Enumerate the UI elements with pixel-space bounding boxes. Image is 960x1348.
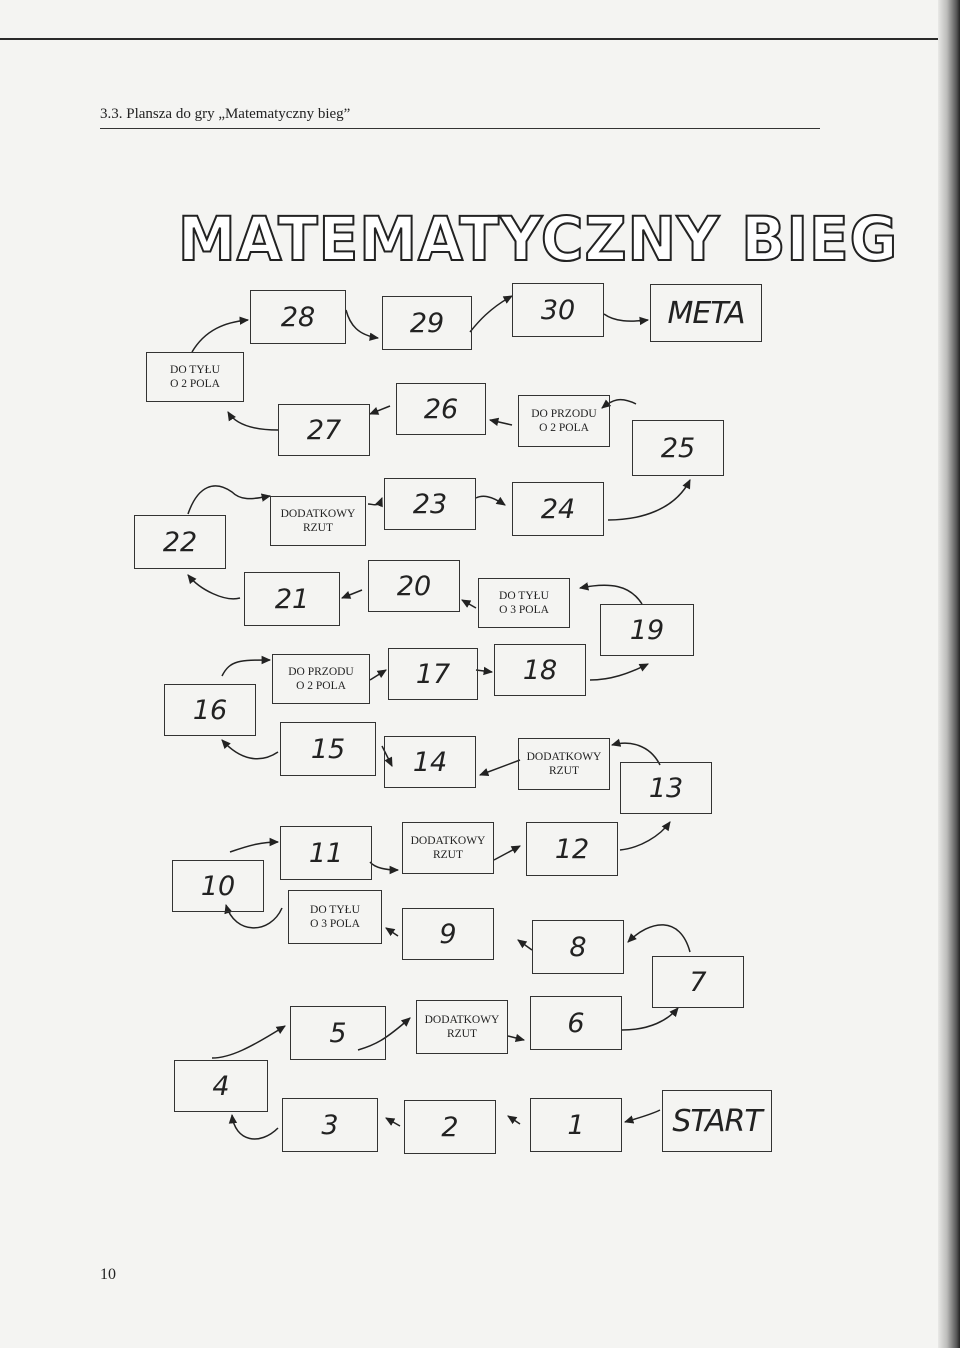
field-19: 19 <box>600 604 694 656</box>
label-line-1: DODATKOWY <box>526 751 602 763</box>
field-6: 6 <box>530 996 622 1050</box>
field-13: 13 <box>620 762 712 814</box>
label-line-1: DO TYŁU <box>310 904 360 916</box>
field-26: 26 <box>396 383 486 435</box>
field-extra-roll-4 <box>416 1000 508 1054</box>
field-9: 9 <box>402 908 494 960</box>
page-number: 10 <box>100 1266 116 1283</box>
label-line-2: O 2 POLA <box>539 422 589 434</box>
field-22: 22 <box>134 515 226 569</box>
field-11: 11 <box>280 826 372 880</box>
field-18: 18 <box>494 644 586 696</box>
field-back-3-bottom <box>288 890 382 944</box>
field-4: 4 <box>174 1060 268 1112</box>
label-line-1: DO TYŁU <box>170 364 220 376</box>
field-15: 15 <box>280 722 376 776</box>
field-forward-2-top <box>518 395 610 447</box>
field-21: 21 <box>244 572 340 626</box>
label-line-2: O 2 POLA <box>170 378 220 390</box>
field-back-2-top <box>146 352 244 402</box>
field-25: 25 <box>632 420 724 476</box>
field-extra-roll-3 <box>402 822 494 874</box>
label-line-1: DO PRZODU <box>288 666 354 678</box>
field-extra-roll-1 <box>270 496 366 546</box>
field-27: 27 <box>278 404 370 456</box>
field-14: 14 <box>384 736 476 788</box>
field-17: 17 <box>388 648 478 700</box>
field-1: 1 <box>530 1098 622 1152</box>
label-line-2: O 3 POLA <box>499 604 549 616</box>
label-line-2: RZUT <box>432 849 464 861</box>
field-forward-2-mid <box>272 654 370 704</box>
field-5: 5 <box>290 1006 386 1060</box>
field-8: 8 <box>532 920 624 974</box>
board-title: MATEMATYCZNY BIEG <box>178 203 899 275</box>
label-line-2: O 2 POLA <box>296 680 346 692</box>
field-start: START <box>662 1090 772 1152</box>
field-20: 20 <box>368 560 460 612</box>
field-29: 29 <box>382 296 472 350</box>
field-7: 7 <box>652 956 744 1008</box>
field-12: 12 <box>526 822 618 876</box>
field-meta: META <box>650 284 762 342</box>
field-2: 2 <box>404 1100 496 1154</box>
section-heading: 3.3. Plansza do gry „Matematyczny bieg” <box>100 106 351 122</box>
label-line-1: DODATKOWY <box>424 1014 500 1026</box>
field-23: 23 <box>384 478 476 530</box>
label-line-1: DODATKOWY <box>280 508 356 520</box>
label-line-1: DO TYŁU <box>499 590 549 602</box>
label-line-2: RZUT <box>446 1028 478 1040</box>
field-24: 24 <box>512 482 604 536</box>
label-line-2: RZUT <box>548 765 580 777</box>
label-line-2: O 3 POLA <box>310 918 360 930</box>
field-3: 3 <box>282 1098 378 1152</box>
field-28: 28 <box>250 290 346 344</box>
field-10: 10 <box>172 860 264 912</box>
label-line-2: RZUT <box>302 522 334 534</box>
label-line-1: DO PRZODU <box>531 408 597 420</box>
field-30: 30 <box>512 283 604 337</box>
label-line-1: DODATKOWY <box>410 835 486 847</box>
field-extra-roll-2 <box>518 738 610 790</box>
field-16: 16 <box>164 684 256 736</box>
field-back-3-top <box>478 578 570 628</box>
